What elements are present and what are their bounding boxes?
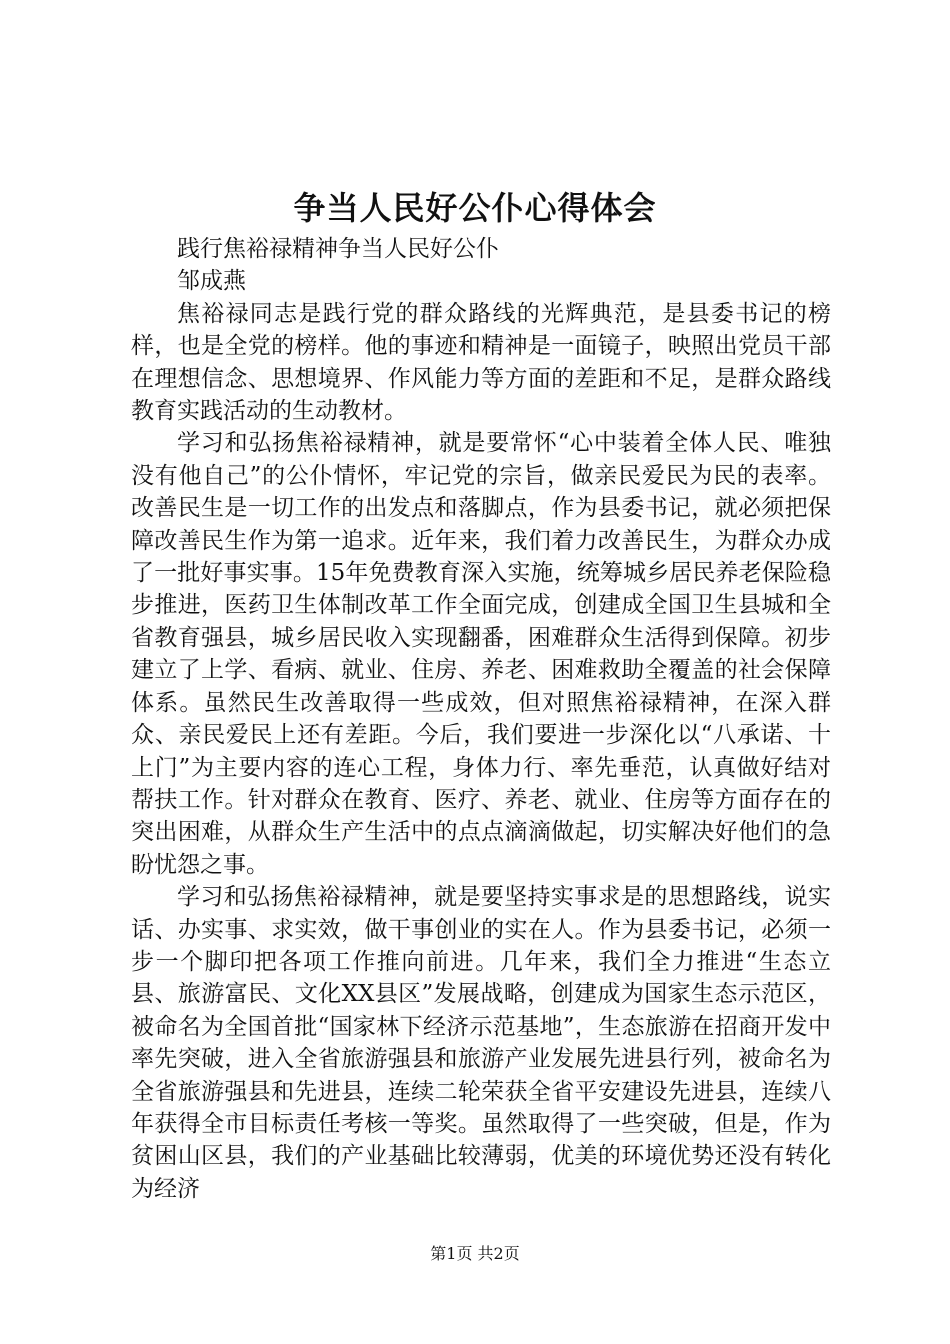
page-number-footer: 第1页 共2页 [430, 1244, 520, 1263]
body-paragraph: 焦裕禄同志是践行党的群众路线的光辉典范，是县委书记的榜样，也是全党的榜样。他的事迹和精神是一面镜子，映照出党员干部在理想信念、思想境界、作风能力等方面的差距和不足，是群众路线教育实践活动的生动教材。 [131, 300, 831, 425]
author-line: 邹成燕 [177, 268, 246, 295]
document-body [131, 233, 831, 1205]
body-paragraph: 学习和弘扬焦裕禄精神，就是要坚持实事求是的思想路线，说实话、办实事、求实效，做干事创业的实在人。作为县委书记，必须一步一个脚印把各项工作推向前进。几年来，我们全力推进“生态立县、旅游富民、文化XX县区”发展战略，创建成为国家生态示范区，被命名为全国首批“国家林下经济示范基地”，生态旅游在招商开发中率先突破，进入全省旅游强县和旅游产业发展先进县行列，被命名为全省旅游强县和先进县，连续二轮荣获全省平安建设先进县，连续八年获得全市目标责任考核一等奖。虽然取得了一些突破，但是，作为贫困山区县，我们的产业基础比较薄弱，优美的环境优势还没有转化为经济 [131, 884, 831, 1202]
subtitle-line: 践行焦裕禄精神争当人民好公仆 [177, 236, 499, 262]
body-paragraph: 学习和弘扬焦裕禄精神，就是要常怀“心中装着全体人民、唯独没有他自己”的公仆情怀，牢记党的宗旨，做亲民爱民为民的表率。改善民生是一切工作的出发点和落脚点，作为县委书记，就必须把保障改善民生作为第一追求。近年来，我们着力改善民生，为群众办成了一批好事实事。15年免费教育深入实施，统筹城乡居民养老保险稳步推进，医药卫生体制改革工作全面完成，创建成全国卫生县城和全省教育强县，城乡居民收入实现翻番，困难群众生活得到保障。初步建立了上学、看病、就业、住房、养老、困难救助全覆盖的社会保障体系。虽然民生改善取得一些成效，但对照焦裕禄精神，在深入群众、亲民爱民上还有差距。今后，我们要进一步深化以“八承诺、十上门”为主要内容的连心工程，身体力行、率先垂范，认真做好结对帮扶工作。针对群众在教育、医疗、养老、就业、住房等方面存在的突出困难，从群众生产生活中的点点滴滴做起，切实解决好他们的急盼忧怨之事。 [131, 430, 831, 878]
document-title: 争当人民好公仆心得体会 [293, 189, 657, 227]
